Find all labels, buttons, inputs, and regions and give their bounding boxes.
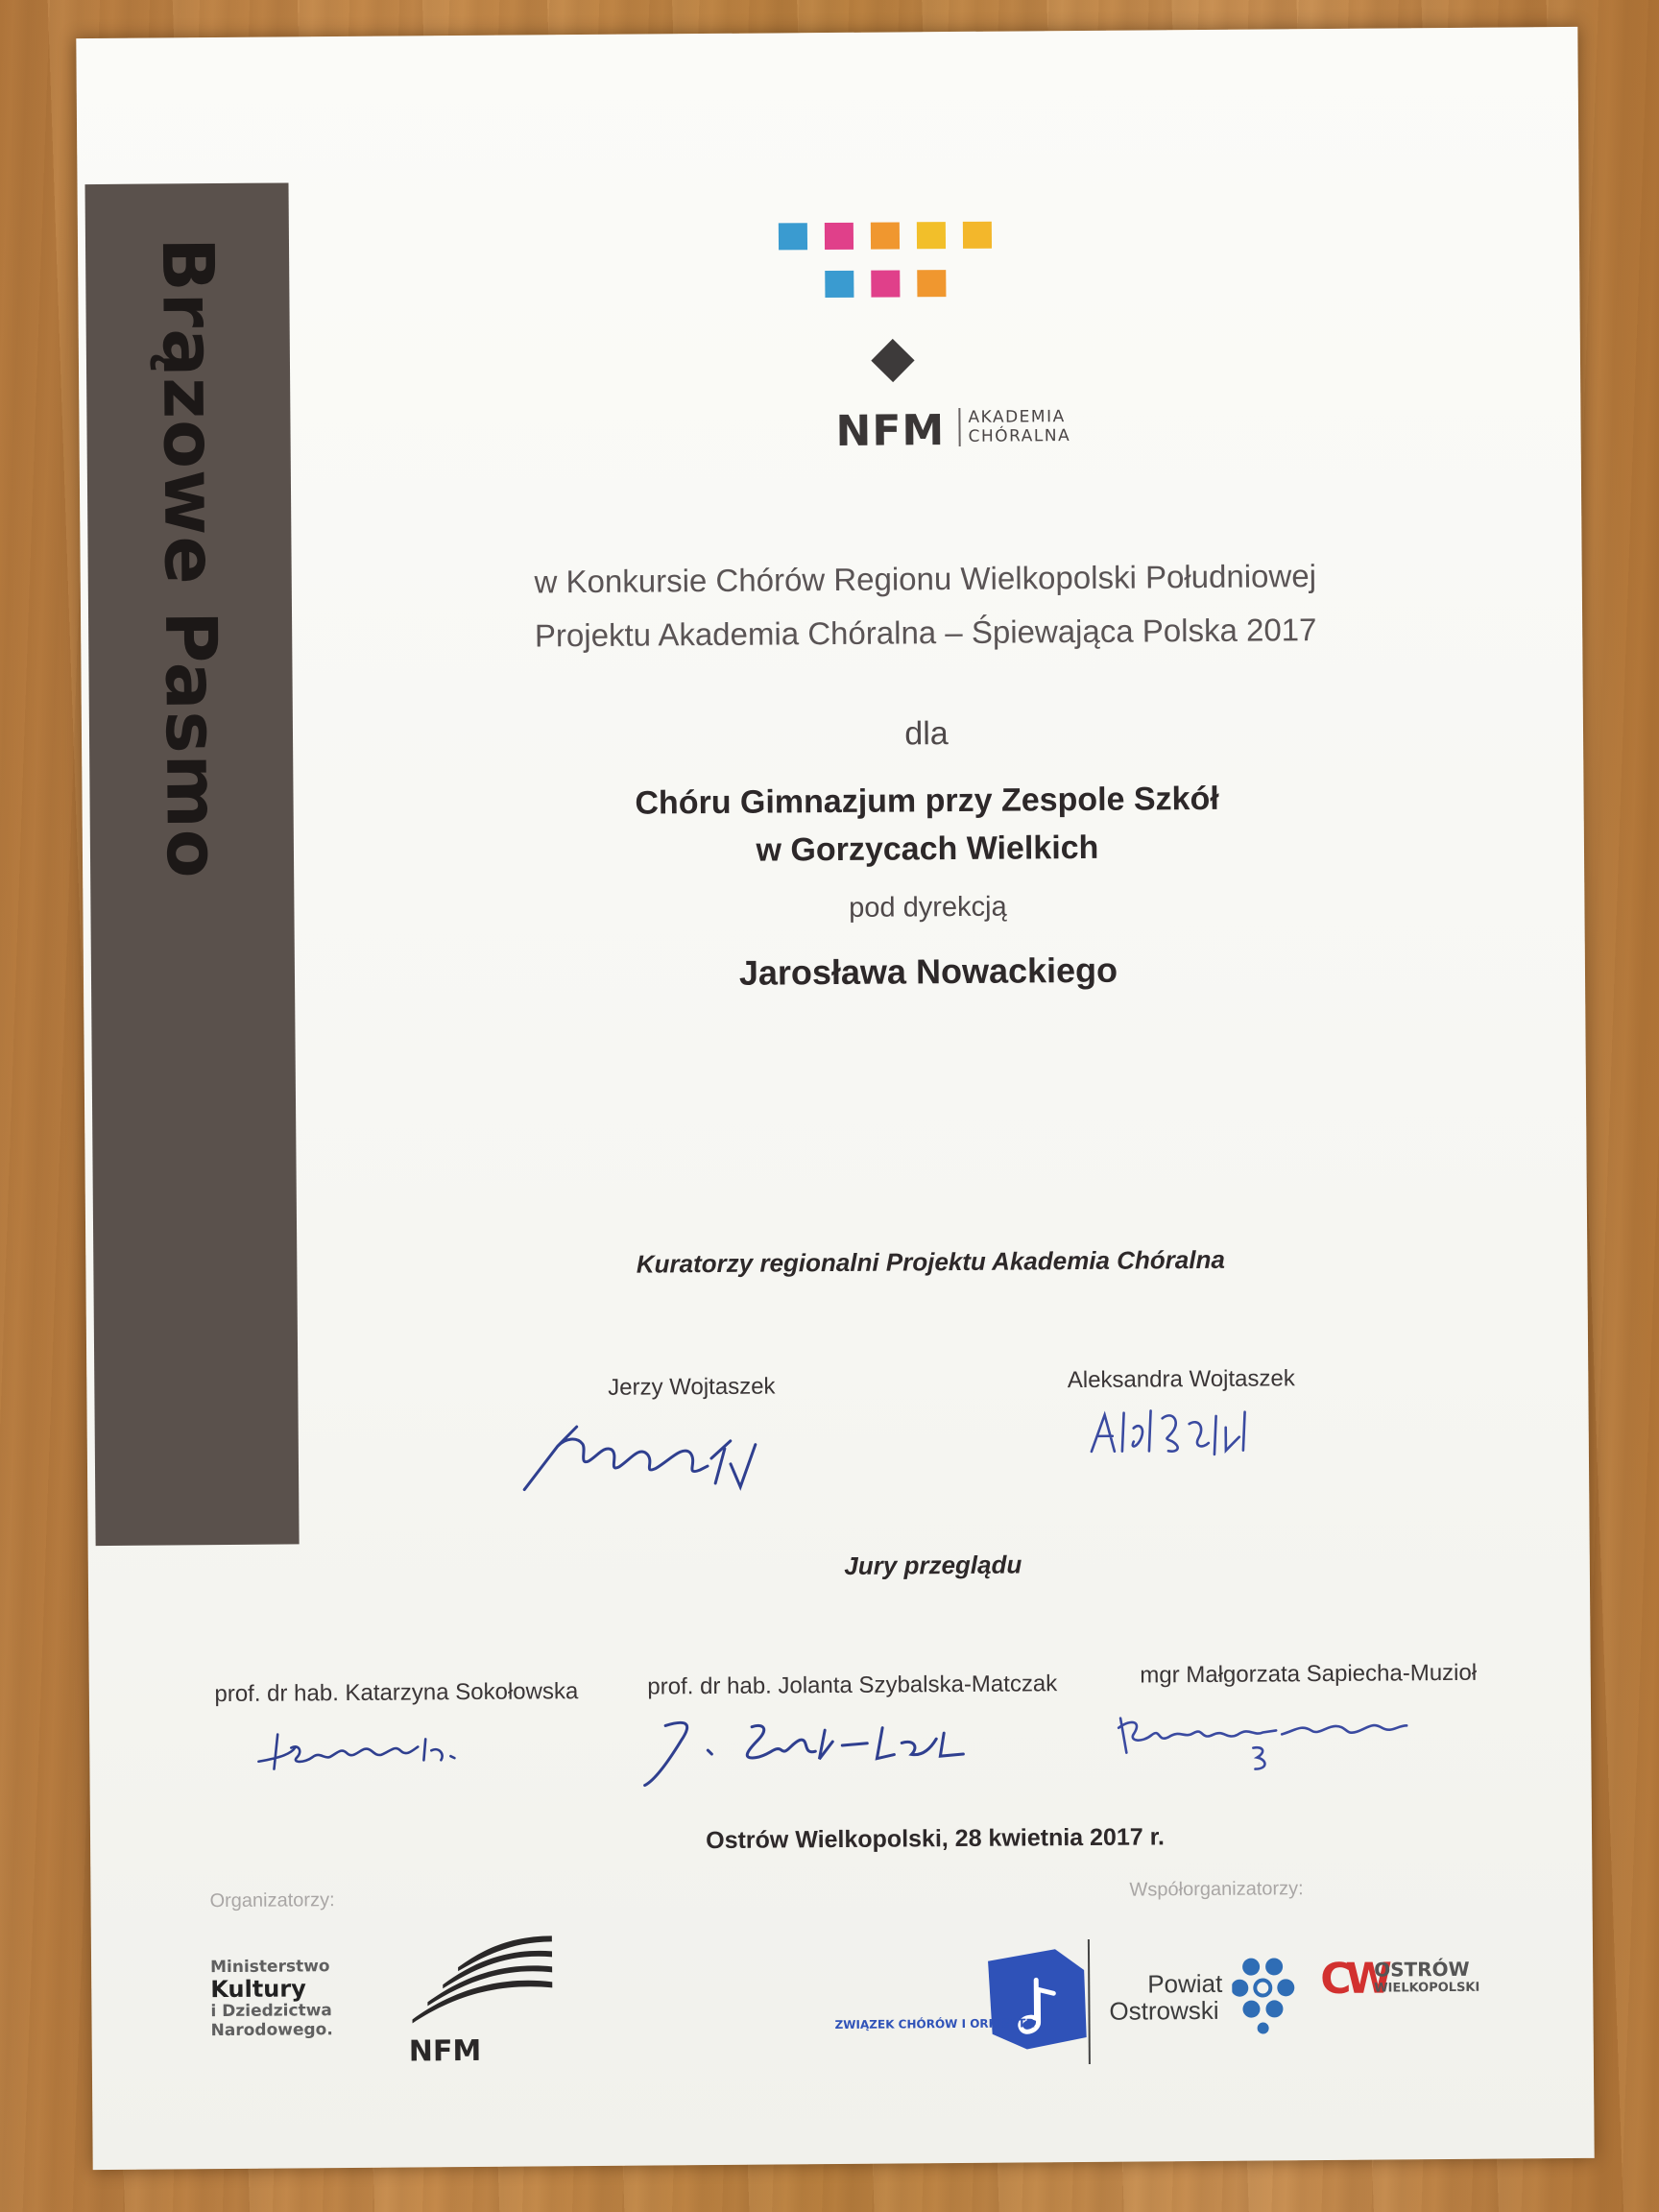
jury-1-name: prof. dr hab. Katarzyna Sokołowska xyxy=(214,1678,579,1708)
ostrow-city-logo xyxy=(1320,1953,1513,2032)
curator-1-name: Jerzy Wojtaszek xyxy=(608,1373,776,1401)
ministry-line4: Narodowego. xyxy=(210,2020,333,2041)
nfm-wave-icon xyxy=(408,1926,563,2023)
curator-1 xyxy=(490,1373,893,1403)
side-title: Brązowe Pasmo xyxy=(145,236,234,879)
choir-union-name: ZWIĄZEK CHÓRÓW I ORKIESTR xyxy=(834,2016,1035,2032)
jury-heading: Jury przeglądu xyxy=(844,1550,1022,1580)
logo-square xyxy=(779,223,807,250)
ministry-line3: i Dziedzictwa xyxy=(210,2001,332,2022)
logo-square xyxy=(871,270,900,297)
date-place: Ostrów Wielkopolski, 28 kwietnia 2017 r. xyxy=(706,1823,1166,1855)
curator-2 xyxy=(979,1365,1382,1395)
logo-sub-line1: AKADEMIA xyxy=(968,407,1066,427)
ministry-line2: Kultury xyxy=(210,1975,306,2004)
for-word: dla xyxy=(904,715,949,753)
logo-square xyxy=(825,223,854,250)
conductor-name: Jarosława Nowackiego xyxy=(738,950,1118,993)
logo-square xyxy=(917,222,946,249)
jury-2-signature xyxy=(637,1710,1002,1790)
recipient-line1: Chóru Gimnazjum przy Zespole Szkół xyxy=(635,780,1219,822)
logo-word: NFM xyxy=(835,406,946,456)
choir-union-emblem xyxy=(978,1941,1094,2057)
jury-3-name: mgr Małgorzata Sapiecha-Muzioł xyxy=(1140,1659,1478,1689)
logo-diamond xyxy=(871,339,914,382)
ministry-line1: Ministerstwo xyxy=(210,1957,330,1978)
nfm-footer-word: NFM xyxy=(408,2033,482,2069)
certificate-paper xyxy=(76,27,1594,2170)
curator-2-name: Aleksandra Wojtaszek xyxy=(1067,1365,1295,1394)
logo-square xyxy=(825,271,854,298)
intro-line1: w Konkursie Chórów Regionu Wielkopolski Południowej xyxy=(534,558,1317,600)
coorganizers-label: Współorganizatorzy: xyxy=(1129,1878,1304,1901)
nfm-akademia-logo xyxy=(759,184,1069,485)
powiat-logo xyxy=(1109,1968,1302,2056)
curator-1-signature xyxy=(519,1406,808,1494)
logo-subtitle xyxy=(958,407,1083,446)
powiat-line1: Powiat xyxy=(1147,1968,1223,1999)
direction-word: pod dyrekcją xyxy=(849,891,1007,924)
jury-3 xyxy=(1088,1659,1529,1690)
logo-square xyxy=(917,270,946,297)
logo-sub-line2: CHÓRALNA xyxy=(968,426,1071,446)
recipient-line2: w Gorzycach Wielkich xyxy=(756,829,1099,869)
organizers-label: Organizatorzy: xyxy=(209,1889,335,1912)
jury-2-name: prof. dr hab. Jolanta Szybalska-Matczak xyxy=(647,1671,1058,1700)
ostrow-line2: WIELKOPOLSKI xyxy=(1374,1980,1480,1996)
logo-square xyxy=(871,222,900,249)
ostrow-line1: OSTRÓW xyxy=(1374,1957,1470,1982)
jury-1-signature xyxy=(252,1718,483,1777)
jury-2 xyxy=(627,1671,1078,1701)
logo-square xyxy=(963,222,992,249)
nfm-footer-logo xyxy=(408,1926,563,2080)
curator-2-signature xyxy=(1085,1398,1296,1457)
side-band xyxy=(84,182,299,1546)
choir-union-logo xyxy=(834,1941,1142,2088)
powiat-dots-icon xyxy=(1232,1957,1302,2034)
intro-line2: Projektu Akademia Chóralna – Śpiewająca Polska 2017 xyxy=(534,612,1317,654)
curators-heading: Kuratorzy regionalni Projektu Akademia Chóralna xyxy=(636,1244,1225,1279)
ministry-logo xyxy=(210,1957,355,2040)
ostrow-cw-mark: CW xyxy=(1320,1954,1387,2005)
jury-1 xyxy=(185,1678,608,1708)
jury-3-signature xyxy=(1113,1696,1440,1786)
powiat-line2: Ostrowski xyxy=(1109,1995,1219,2026)
